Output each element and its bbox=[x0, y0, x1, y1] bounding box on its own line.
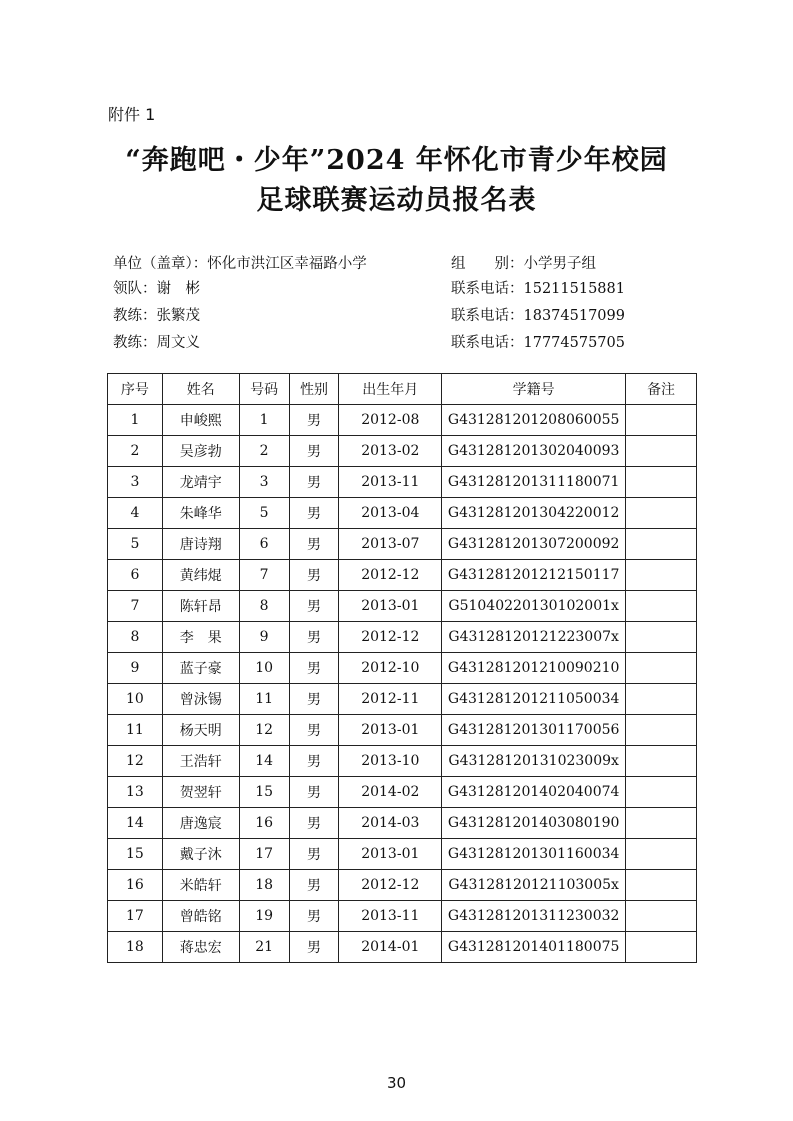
cell-index: 2 bbox=[108, 436, 163, 467]
coach1-phone: 联系电话：18374517099 bbox=[451, 308, 625, 324]
cell-gender: 男 bbox=[289, 560, 339, 591]
cell-index: 6 bbox=[108, 560, 163, 591]
cell-student-id: G431281201301170056 bbox=[442, 715, 626, 746]
cell-index: 7 bbox=[108, 591, 163, 622]
cell-index: 3 bbox=[108, 467, 163, 498]
cell-index: 17 bbox=[108, 901, 163, 932]
cell-number: 8 bbox=[239, 591, 289, 622]
cell-student-id: G5104022013010200​1x bbox=[442, 591, 626, 622]
cell-birth: 2012-12 bbox=[339, 560, 442, 591]
leader-info: 领队：谢 彬 bbox=[113, 281, 200, 297]
cell-student-id: G431281201212150117 bbox=[442, 560, 626, 591]
cell-student-id: G431281201210090210 bbox=[442, 653, 626, 684]
table-row bbox=[108, 808, 697, 839]
cell-birth: 2014-01 bbox=[339, 932, 442, 963]
cell-birth: 2013-01 bbox=[339, 591, 442, 622]
table-row bbox=[108, 498, 697, 529]
cell-remarks bbox=[626, 746, 697, 777]
header-remarks: 备注 bbox=[626, 374, 697, 405]
cell-birth: 2012-12 bbox=[339, 622, 442, 653]
cell-name: 李 果 bbox=[162, 622, 239, 653]
cell-birth: 2014-02 bbox=[339, 777, 442, 808]
cell-gender: 男 bbox=[289, 777, 339, 808]
cell-student-id: G431281201402040074 bbox=[442, 777, 626, 808]
cell-birth: 2013-02 bbox=[339, 436, 442, 467]
group-info: 组 别：小学男子组 bbox=[451, 256, 596, 272]
cell-gender: 男 bbox=[289, 715, 339, 746]
cell-birth: 2012-10 bbox=[339, 653, 442, 684]
header-index: 序号 bbox=[108, 374, 163, 405]
cell-index: 15 bbox=[108, 839, 163, 870]
cell-student-id: G431281201211050034 bbox=[442, 684, 626, 715]
cell-index: 5 bbox=[108, 529, 163, 560]
coach2-info: 教练：周文义 bbox=[113, 335, 200, 351]
cell-index: 8 bbox=[108, 622, 163, 653]
cell-number: 11 bbox=[239, 684, 289, 715]
cell-student-id: G431281201208060055 bbox=[442, 405, 626, 436]
cell-student-id: G431281201304220012 bbox=[442, 498, 626, 529]
cell-gender: 男 bbox=[289, 653, 339, 684]
cell-index: 13 bbox=[108, 777, 163, 808]
coach1-info: 教练：张繁茂 bbox=[113, 308, 200, 324]
cell-student-id: G431281201301160034 bbox=[442, 839, 626, 870]
cell-number: 10 bbox=[239, 653, 289, 684]
cell-remarks bbox=[626, 808, 697, 839]
cell-number: 16 bbox=[239, 808, 289, 839]
cell-number: 6 bbox=[239, 529, 289, 560]
cell-student-id: G431281201401180075 bbox=[442, 932, 626, 963]
header-number: 号码 bbox=[239, 374, 289, 405]
cell-number: 3 bbox=[239, 467, 289, 498]
cell-remarks bbox=[626, 622, 697, 653]
cell-remarks bbox=[626, 436, 697, 467]
cell-gender: 男 bbox=[289, 622, 339, 653]
header-gender: 性别 bbox=[289, 374, 339, 405]
cell-name: 蒋忠宏 bbox=[162, 932, 239, 963]
page-number: 30 bbox=[386, 1074, 407, 1092]
cell-index: 11 bbox=[108, 715, 163, 746]
leader-phone: 联系电话：15211515881 bbox=[451, 281, 625, 297]
cell-number: 1 bbox=[239, 405, 289, 436]
table-row bbox=[108, 715, 697, 746]
cell-index: 14 bbox=[108, 808, 163, 839]
table-row bbox=[108, 467, 697, 498]
table-row bbox=[108, 591, 697, 622]
coach2-phone: 联系电话：17774575705 bbox=[451, 335, 625, 351]
cell-birth: 2012-11 bbox=[339, 684, 442, 715]
cell-birth: 2013-04 bbox=[339, 498, 442, 529]
cell-remarks bbox=[626, 839, 697, 870]
cell-number: 19 bbox=[239, 901, 289, 932]
cell-birth: 2013-10 bbox=[339, 746, 442, 777]
cell-number: 12 bbox=[239, 715, 289, 746]
cell-student-id: G431281201311230032 bbox=[442, 901, 626, 932]
table-row bbox=[108, 529, 697, 560]
cell-student-id: G431281201302040093 bbox=[442, 436, 626, 467]
cell-number: 14 bbox=[239, 746, 289, 777]
table-row bbox=[108, 932, 697, 963]
cell-remarks bbox=[626, 715, 697, 746]
cell-student-id: G431281201311180071 bbox=[442, 467, 626, 498]
table-row bbox=[108, 405, 697, 436]
cell-name: 黄纬焜 bbox=[162, 560, 239, 591]
cell-name: 朱峰华 bbox=[162, 498, 239, 529]
cell-gender: 男 bbox=[289, 591, 339, 622]
document-title-line2: 足球联赛运动员报名表 bbox=[256, 185, 537, 216]
cell-remarks bbox=[626, 560, 697, 591]
document-title-line1: “奔跑吧・少年”2024 年怀化市青少年校园 bbox=[125, 145, 668, 176]
cell-gender: 男 bbox=[289, 870, 339, 901]
cell-name: 王浩轩 bbox=[162, 746, 239, 777]
cell-index: 1 bbox=[108, 405, 163, 436]
cell-index: 18 bbox=[108, 932, 163, 963]
cell-index: 16 bbox=[108, 870, 163, 901]
table-row bbox=[108, 746, 697, 777]
cell-birth: 2013-11 bbox=[339, 467, 442, 498]
cell-birth: 2013-01 bbox=[339, 715, 442, 746]
cell-name: 曾泳锡 bbox=[162, 684, 239, 715]
cell-gender: 男 bbox=[289, 498, 339, 529]
header-student-id: 学籍号 bbox=[442, 374, 626, 405]
cell-gender: 男 bbox=[289, 684, 339, 715]
cell-birth: 2012-12 bbox=[339, 870, 442, 901]
cell-birth: 2013-07 bbox=[339, 529, 442, 560]
cell-gender: 男 bbox=[289, 932, 339, 963]
table-row bbox=[108, 622, 697, 653]
cell-remarks bbox=[626, 529, 697, 560]
cell-student-id: G431281201307200092 bbox=[442, 529, 626, 560]
table-row bbox=[108, 901, 697, 932]
cell-remarks bbox=[626, 870, 697, 901]
table-header-row bbox=[108, 374, 697, 405]
cell-name: 龙靖宇 bbox=[162, 467, 239, 498]
cell-student-id: G431281201403080190 bbox=[442, 808, 626, 839]
cell-index: 9 bbox=[108, 653, 163, 684]
cell-student-id: G43128120121103005x bbox=[442, 870, 626, 901]
cell-number: 9 bbox=[239, 622, 289, 653]
cell-remarks bbox=[626, 653, 697, 684]
cell-name: 曾皓铭 bbox=[162, 901, 239, 932]
cell-name: 蓝子豪 bbox=[162, 653, 239, 684]
cell-student-id: G43128120131023009x bbox=[442, 746, 626, 777]
cell-number: 17 bbox=[239, 839, 289, 870]
cell-gender: 男 bbox=[289, 405, 339, 436]
cell-name: 杨天明 bbox=[162, 715, 239, 746]
cell-remarks bbox=[626, 932, 697, 963]
cell-name: 贺翌轩 bbox=[162, 777, 239, 808]
cell-gender: 男 bbox=[289, 529, 339, 560]
table-row bbox=[108, 436, 697, 467]
cell-remarks bbox=[626, 467, 697, 498]
cell-birth: 2013-11 bbox=[339, 901, 442, 932]
cell-gender: 男 bbox=[289, 901, 339, 932]
table-row bbox=[108, 839, 697, 870]
cell-remarks bbox=[626, 591, 697, 622]
table-row bbox=[108, 653, 697, 684]
cell-remarks bbox=[626, 498, 697, 529]
cell-name: 陈轩昂 bbox=[162, 591, 239, 622]
table-row bbox=[108, 777, 697, 808]
cell-number: 2 bbox=[239, 436, 289, 467]
cell-name: 戴子沐 bbox=[162, 839, 239, 870]
cell-name: 唐诗翔 bbox=[162, 529, 239, 560]
cell-birth: 2013-01 bbox=[339, 839, 442, 870]
cell-number: 21 bbox=[239, 932, 289, 963]
cell-gender: 男 bbox=[289, 436, 339, 467]
cell-index: 10 bbox=[108, 684, 163, 715]
cell-name: 申峻熙 bbox=[162, 405, 239, 436]
cell-number: 5 bbox=[239, 498, 289, 529]
table-row bbox=[108, 870, 697, 901]
cell-remarks bbox=[626, 901, 697, 932]
cell-number: 7 bbox=[239, 560, 289, 591]
cell-index: 4 bbox=[108, 498, 163, 529]
cell-name: 吴彦勃 bbox=[162, 436, 239, 467]
cell-remarks bbox=[626, 777, 697, 808]
table-row bbox=[108, 560, 697, 591]
attachment-label: 附件 1 bbox=[108, 105, 156, 124]
cell-student-id: G43128120121223007x bbox=[442, 622, 626, 653]
cell-gender: 男 bbox=[289, 808, 339, 839]
cell-remarks bbox=[626, 405, 697, 436]
cell-gender: 男 bbox=[289, 467, 339, 498]
cell-remarks bbox=[626, 684, 697, 715]
cell-name: 米皓轩 bbox=[162, 870, 239, 901]
cell-name: 唐逸宸 bbox=[162, 808, 239, 839]
roster-table bbox=[107, 373, 697, 963]
cell-gender: 男 bbox=[289, 746, 339, 777]
cell-gender: 男 bbox=[289, 839, 339, 870]
cell-birth: 2012-08 bbox=[339, 405, 442, 436]
header-name: 姓名 bbox=[162, 374, 239, 405]
header-birth: 出生年月 bbox=[339, 374, 442, 405]
cell-birth: 2014-03 bbox=[339, 808, 442, 839]
cell-number: 18 bbox=[239, 870, 289, 901]
unit-info: 单位（盖章）：怀化市洪江区幸福路小学 bbox=[113, 256, 367, 272]
cell-number: 15 bbox=[239, 777, 289, 808]
cell-index: 12 bbox=[108, 746, 163, 777]
table-row bbox=[108, 684, 697, 715]
